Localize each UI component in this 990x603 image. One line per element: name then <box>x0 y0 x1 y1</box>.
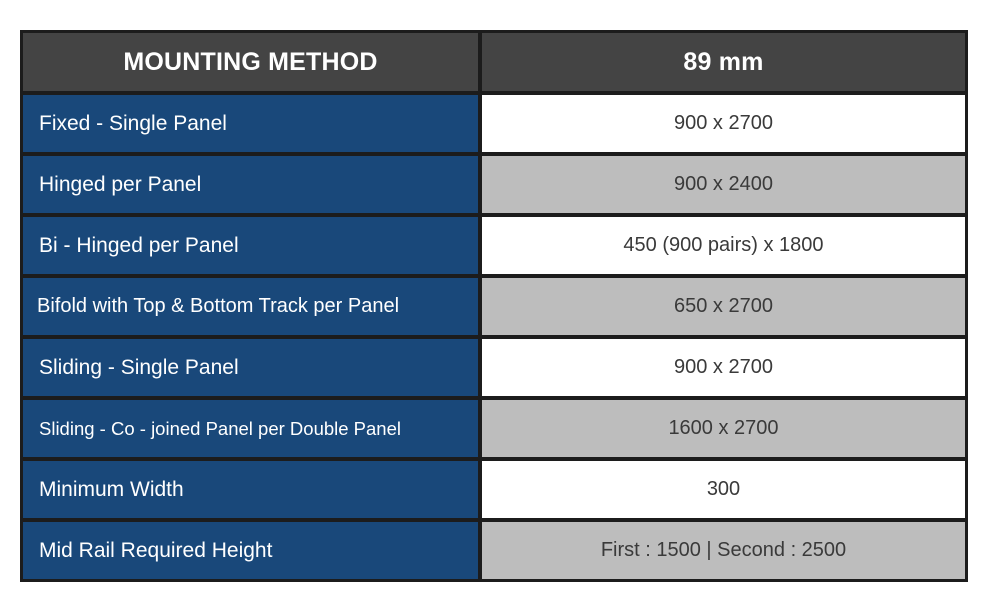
header-89mm: 89 mm <box>482 33 965 91</box>
row-value-minimum-width: 300 <box>482 461 965 518</box>
row-label-bi-hinged-per-panel: Bi - Hinged per Panel <box>23 217 478 274</box>
row-label-hinged-per-panel: Hinged per Panel <box>23 156 478 213</box>
row-label-minimum-width: Minimum Width <box>23 461 478 518</box>
row-label-sliding-single-panel: Sliding - Single Panel <box>23 339 478 396</box>
header-mounting-method: MOUNTING METHOD <box>23 33 478 91</box>
mounting-spec-table <box>20 30 968 582</box>
row-value-bifold-track: 650 x 2700 <box>482 278 965 335</box>
row-value-fixed-single-panel: 900 x 2700 <box>482 95 965 152</box>
row-value-mid-rail-height: First : 1500 | Second : 2500 <box>482 522 965 579</box>
row-label-mid-rail-height: Mid Rail Required Height <box>23 522 478 579</box>
row-value-bi-hinged-per-panel: 450 (900 pairs) x 1800 <box>482 217 965 274</box>
row-label-fixed-single-panel: Fixed - Single Panel <box>23 95 478 152</box>
row-label-bifold-track: Bifold with Top & Bottom Track per Panel <box>23 278 478 335</box>
row-label-sliding-co-joined: Sliding - Co - joined Panel per Double Panel <box>23 400 478 457</box>
row-value-sliding-single-panel: 900 x 2700 <box>482 339 965 396</box>
row-value-sliding-co-joined: 1600 x 2700 <box>482 400 965 457</box>
row-value-hinged-per-panel: 900 x 2400 <box>482 156 965 213</box>
